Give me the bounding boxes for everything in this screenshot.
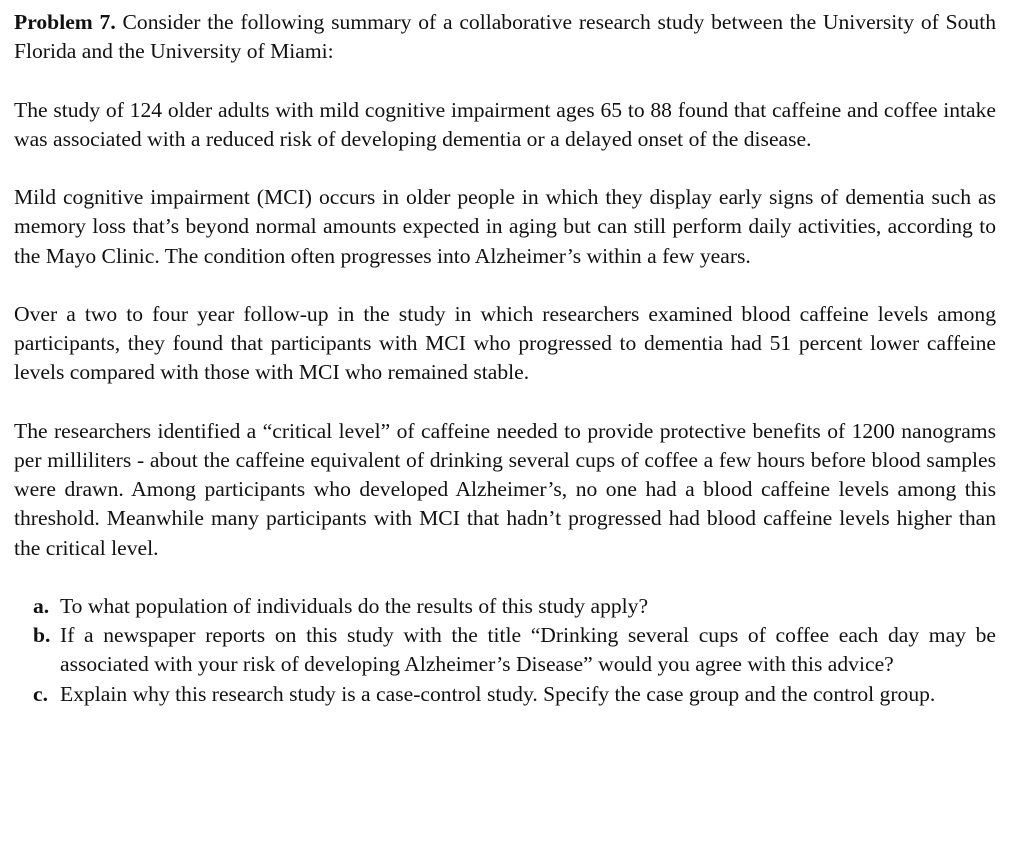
question-list xyxy=(14,592,996,709)
question-a-text: To what population of individuals do the results of this study apply? xyxy=(60,593,649,618)
problem-document xyxy=(14,8,996,709)
question-c-text: Explain why this research study is a case-control study. Specify the case group and the control group. xyxy=(60,681,936,706)
question-a xyxy=(14,592,996,621)
question-c-marker: c. xyxy=(33,681,48,706)
problem-label: Problem 7. xyxy=(14,10,116,34)
question-b-text: If a newspaper reports on this study with the title “Drinking several cups of coffee each day may be associated with your risk of developing Alzheimer’s Disease” would you agree with this advice? xyxy=(60,623,996,677)
problem-header xyxy=(14,8,996,66)
question-c xyxy=(14,680,996,709)
question-b xyxy=(14,621,996,679)
paragraph-study-summary: The study of 124 older adults with mild cognitive impairment ages 65 to 88 found that caffeine and coffee intake was associated with a reduced risk of developing dementia or a delayed onset of the disease. xyxy=(14,97,996,151)
paragraph-follow-up: Over a two to four year follow-up in the study in which researchers examined blood caffeine levels among participants, they found that participants with MCI who progressed to dementia had 51 percent lower caffeine levels compared with those with MCI who remained stable. xyxy=(14,301,996,385)
question-a-marker: a. xyxy=(33,593,50,618)
problem-intro: Consider the following summary of a collaborative research study between the University of South Florida and the University of Miami: xyxy=(14,10,996,64)
paragraph-mci-definition: Mild cognitive impairment (MCI) occurs in older people in which they display early signs of dementia such as memory loss that’s beyond normal amounts expected in aging but can still perform daily activities, according to the Mayo Clinic. The condition often progresses into Alzheimer’s within a few years. xyxy=(14,185,996,268)
question-b-marker: b. xyxy=(33,623,51,648)
paragraph-critical-level: The researchers identified a “critical level” of caffeine needed to provide protective benefits of 1200 nanograms per milliliters - about the caffeine equivalent of drinking several cups of coffee a few hours before blood samples were drawn. Among participants who developed Alzheimer’s, no one had a blood caffeine levels among this threshold. Meanwhile many participants with MCI that hadn’t progressed had blood caffeine levels higher than the critical level. xyxy=(14,418,996,560)
